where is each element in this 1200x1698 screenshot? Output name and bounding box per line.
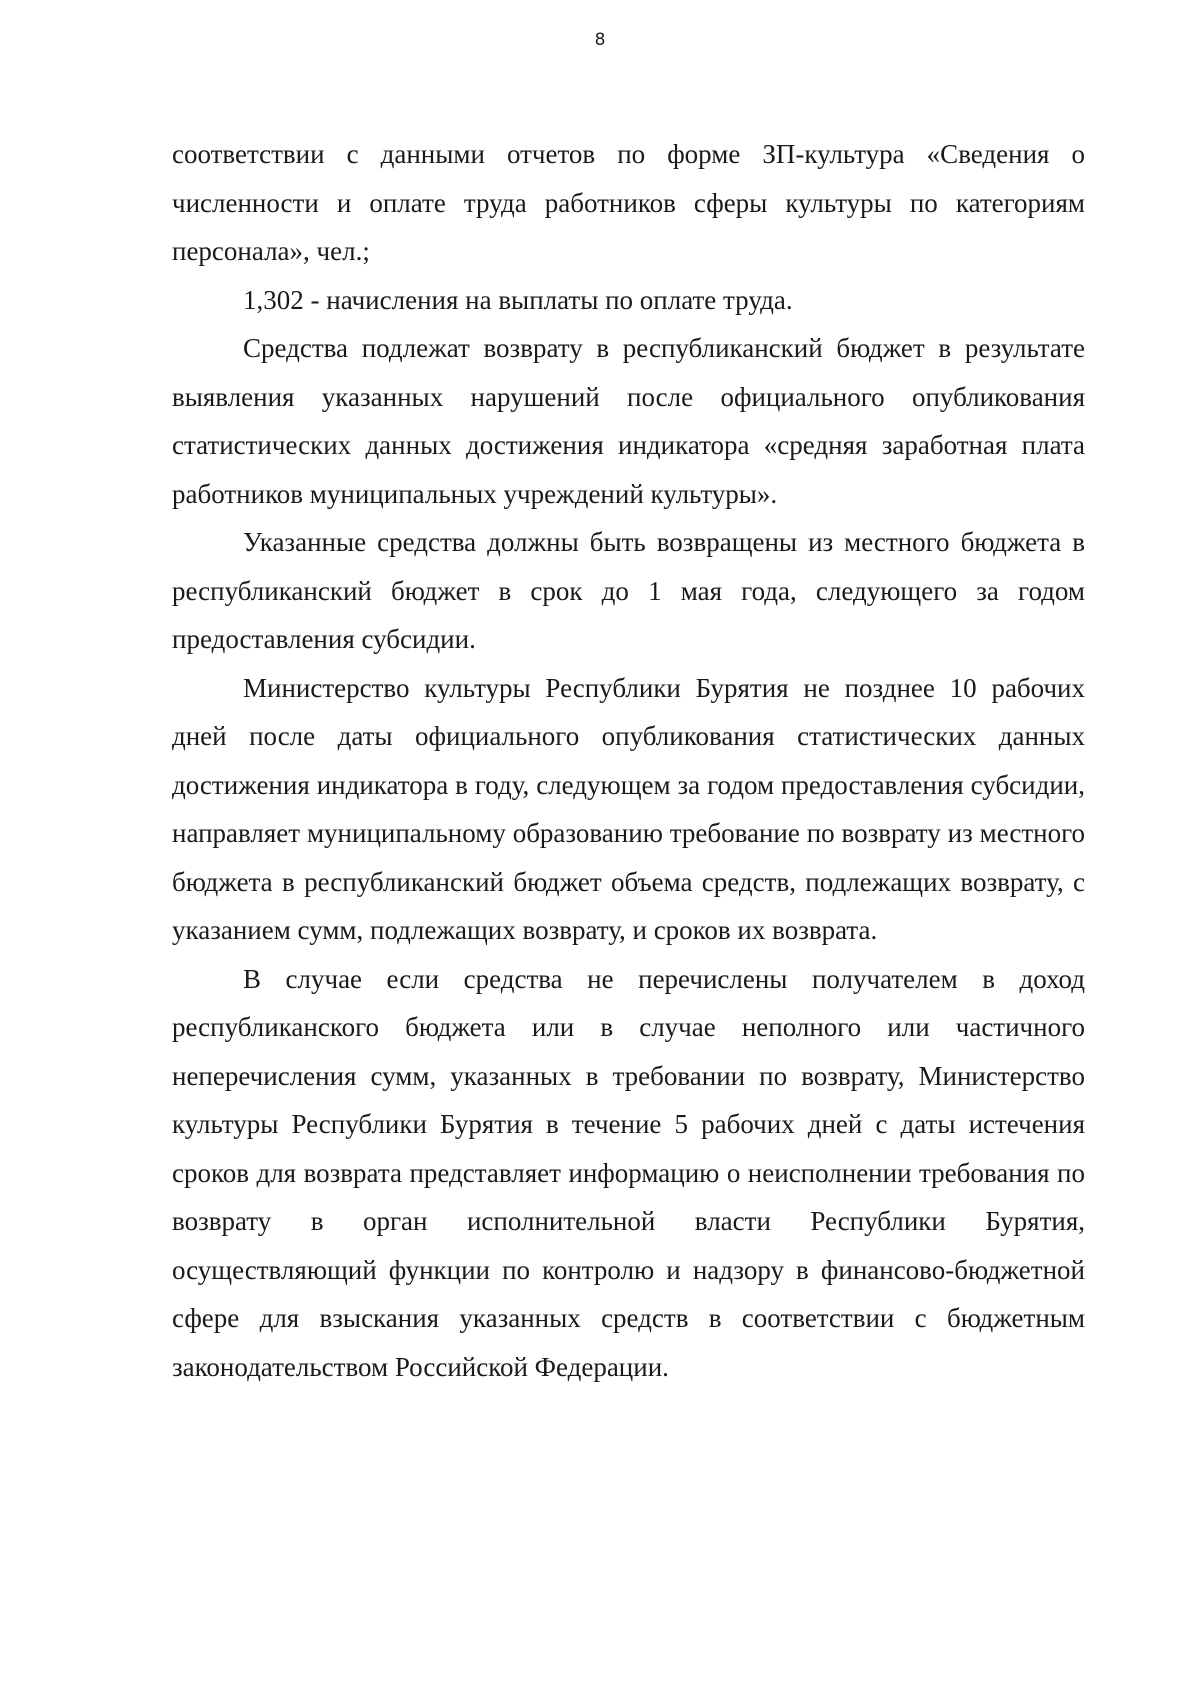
page-number: 8 xyxy=(594,30,606,50)
paragraph-non-transfer-case: В случае если средства не перечислены получателем в доход республиканского бюджета или в случае неполного или частичного неперечисления сумм, указанных в требовании по возврату, Министерство культуры Республики Бурятия в течение 5 рабочих дней с даты истечения сроков для возврата представляет информацию о неисполнении требования по возврату в орган исполнительной власти Республики Бурятия, осуществляющий функции по контролю и надзору в финансово-бюджетной сфере для взыскания указанных средств в соответствии с бюджетным законодательством Российской Федерации. xyxy=(172,963,1085,1382)
paragraph-continuation: соответствии с данными отчетов по форме ЗП-культура «Сведения о численности и оплате труда работников сферы культуры по категориям персонала», чел.; xyxy=(172,139,1085,266)
paragraph-payroll-charges: 1,302 - начисления на выплаты по оплате труда. xyxy=(243,284,793,315)
document-body xyxy=(172,130,1085,1391)
paragraph-ministry-requirement: Министерство культуры Республики Бурятия не позднее 10 рабочих дней после даты официального опубликования статистических данных достижения индикатора в году, следующем за годом предоставления субсидии, направляет муниципальному образованию требование по возврату из местного бюджета в республиканский бюджет объема средств, подлежащих возврату, с указанием сумм, подлежащих возврату, и сроков их возврата. xyxy=(172,672,1085,945)
paragraph-refund-condition: Средства подлежат возврату в республиканский бюджет в результате выявления указанных нарушений после официального опубликования статистических данных достижения индикатора «средняя заработная плата работников муниципальных учреждений культуры». xyxy=(172,333,1085,509)
paragraph-refund-deadline: Указанные средства должны быть возвращены из местного бюджета в республиканский бюджет в срок до 1 мая года, следующего за годом предоставления субсидии. xyxy=(172,527,1085,654)
